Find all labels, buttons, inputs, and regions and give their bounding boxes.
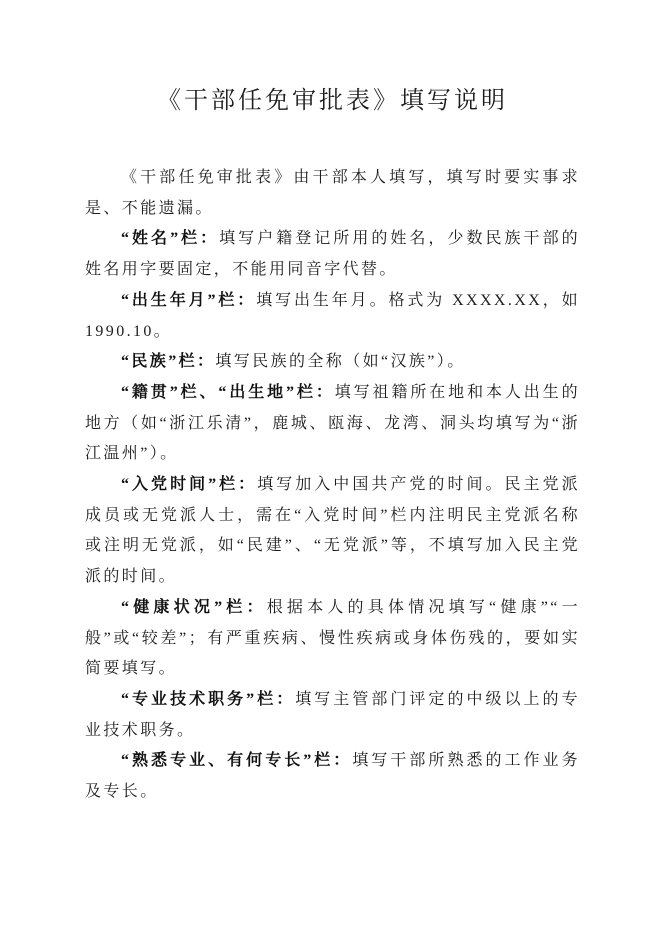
field-label: “健康状况”栏： (121, 598, 267, 616)
paragraph (85, 286, 580, 347)
paragraph (85, 224, 580, 285)
paragraph-text: 根据本人的具体情况填写“健康”“一般”或“较差”；有严重疾病、慢性疾病或身体伤残的，要如实简要填写。 (85, 598, 580, 678)
document-title: 《干部任免审批表》填写说明 (157, 88, 508, 114)
paragraph-text: 填写民族的全称（如“汉族”）。 (215, 353, 466, 371)
paragraph (85, 746, 580, 807)
paragraph (85, 593, 580, 685)
paragraph-text: 填写出生年月。格式为 XXXX.XX，如1990.10。 (85, 291, 580, 340)
field-label: “出生年月”栏： (121, 291, 257, 309)
paragraph (85, 470, 580, 593)
field-label: “入党时间”栏： (121, 476, 258, 494)
field-label: “籍贯”栏、“出生地”栏： (121, 383, 335, 401)
paragraph-text: 填写主管部门评定的中级以上的专业技术职务。 (85, 690, 580, 739)
field-label: “熟悉专业、有何专长”栏： (121, 752, 353, 770)
paragraph-text: 《干部任免审批表》由干部本人填写，填写时要实事求是、不能遗漏。 (85, 169, 580, 217)
paragraph (85, 685, 580, 746)
paragraph-text: 填写干部所熟悉的工作业务及专长。 (85, 752, 580, 801)
paragraph-text: 填写加入中国共产党的时间。民主党派成员或无党派人士，需在“入党时间”栏内注明民主党派名称或注明无党派，如“民建”、“无党派”等，不填写加入民主党派的时间。 (85, 476, 580, 586)
paragraph (85, 163, 580, 224)
field-label: “姓名”栏： (121, 230, 220, 248)
paragraph-text: 填写户籍登记所用的姓名，少数民族干部的姓名用字要固定，不能用同音字代替。 (85, 230, 580, 279)
paragraph-text: 填写祖籍所在地和本人出生的地方（如“浙江乐清”，鹿城、瓯海、龙湾、洞头均填写为“浙江温州”）。 (85, 383, 580, 463)
field-label: “专业技术职务”栏： (121, 690, 296, 708)
paragraph (85, 347, 580, 378)
field-label: “民族”栏： (121, 353, 216, 371)
paragraph (85, 378, 580, 470)
paragraph-list (85, 163, 580, 808)
